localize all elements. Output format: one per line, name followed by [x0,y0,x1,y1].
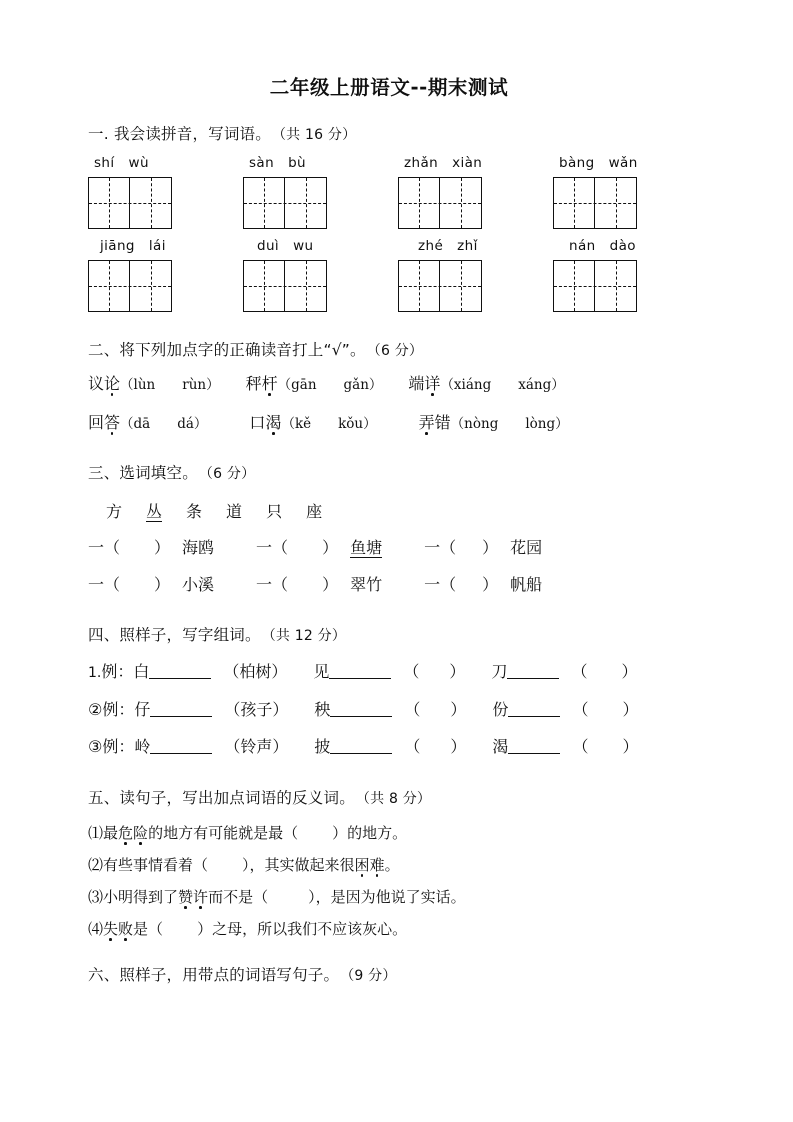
tianzige-box[interactable] [88,260,172,312]
tianzige-cell[interactable] [440,261,481,311]
row-number: ② [88,699,103,719]
answer-blank[interactable] [508,738,560,754]
tianzige-box[interactable] [398,260,482,312]
pinyin-cell-group [243,237,398,312]
pinyin-syllable: bù [288,155,306,171]
pronunciation-options[interactable]: （lùn rùn） [120,377,220,393]
measure-blank-close: ） [154,574,171,594]
answer-blank[interactable] [150,738,212,754]
tianzige-box[interactable] [243,260,327,312]
pinyin-syllable: shí [94,155,115,171]
section-1-heading [88,122,708,144]
section-3-points: （6 分） [205,466,256,482]
measure-blank-open: 一（ [424,574,457,594]
tianzige-cell[interactable] [440,178,481,228]
pinyin-syllable: lái [148,238,166,254]
word-build-row [88,663,708,681]
tianzige-cell[interactable] [399,261,440,311]
dotted-char: 困 [354,855,370,874]
antonym-sentence [88,855,708,874]
pinyin-label [88,237,243,256]
measure-word-row [88,574,708,594]
answer-blank[interactable] [508,701,560,717]
tianzige-cell[interactable] [89,261,130,311]
pronunciation-options[interactable]: （gān gǎn） [277,377,383,393]
target-char: 渴 [492,737,509,756]
example-lead: 例：白 [101,662,150,681]
example-word: （柏树） [223,662,288,681]
answer-blank[interactable] [330,701,392,717]
page-title: 二年级上册语文--期末测试 [269,76,509,99]
example-word: （铃声） [224,737,289,756]
section-4-heading [88,623,708,645]
pinyin-syllable: xiàn [452,155,483,171]
answer-paren[interactable]: （ ） [404,699,467,719]
word-bank-item[interactable]: 只 [266,502,283,521]
dotted-char: 赞 [178,887,194,906]
section-3-heading [88,461,708,483]
measure-noun: 帆船 [510,574,543,594]
pinyin-syllable: jiāng [100,238,135,254]
pinyin-label [398,154,553,173]
tianzige-box[interactable] [243,177,327,229]
pinyin-syllable: duì [257,238,280,254]
sentence-text: ），其实做起来很 [242,855,355,874]
target-char: 刀 [491,662,508,681]
sentence-text: 而不是（ [208,887,269,906]
word-part: 错 [434,412,451,432]
pinyin-cell-group [553,237,708,312]
section-6-points: （9 分） [347,967,397,984]
answer-paren[interactable]: （ ） [403,662,466,681]
tianzige-box[interactable] [553,177,637,229]
answer-blank[interactable] [507,663,559,679]
word-bank [88,499,708,522]
dotted-char: 难 [369,855,385,874]
pinyin-syllable: dào [609,238,636,254]
section-4 [88,623,708,756]
section-3-heading-text: 三、选词填空。 [88,464,198,482]
pinyin-cell-group [398,237,553,312]
dotted-char: 失 [103,919,119,938]
measure-blank-open: 一（ [88,538,121,557]
pinyin-label [398,237,553,256]
sentence-number: ⑴ [88,823,104,842]
row-number: ③ [88,737,103,756]
example-word: （孩子） [224,699,289,719]
dotted-char: 险 [133,823,149,842]
pinyin-syllable: zhǎn [404,155,439,171]
tianzige-box[interactable] [553,260,637,312]
target-char: 见 [313,662,330,681]
pinyin-label [553,237,708,256]
answer-blank[interactable] [329,663,391,679]
section-6-heading-text: 六、照样子，用带点的词语写句子。 [88,965,340,984]
measure-noun: 小溪 [182,574,215,594]
measure-blank-close: ） [322,574,339,594]
section-4-points: （共 12 分） [268,628,347,644]
measure-blank-close: ） [322,538,339,557]
target-char: 份 [492,699,509,719]
pronunciation-options[interactable]: （xiáng xáng） [440,377,565,393]
dotted-char: 败 [118,919,134,938]
pronunciation-row [88,376,708,393]
pinyin-row [88,154,708,229]
antonym-sentence [88,823,708,842]
sentence-text: 。 [384,855,400,874]
sentence-text: 是（ [133,919,164,938]
target-char: 披 [314,737,331,756]
word-part: 端 [408,374,425,393]
tianzige-cell[interactable] [285,178,326,228]
page-content [88,72,708,1005]
answer-paren[interactable]: （ ） [404,737,467,756]
target-char: 秧 [314,699,331,719]
pinyin-cell-group [553,154,708,229]
tianzige-cell[interactable] [554,178,595,228]
pronunciation-options[interactable]: （kě kǒu） [281,415,377,432]
sentence-number: ⑵ [88,855,104,874]
dotted-word [355,856,385,874]
measure-blank-close: ） [482,538,499,557]
answer-blank[interactable] [149,663,211,679]
section-4-heading-text: 四、照样子，写字组词。 [88,626,261,644]
row-number: 1. [88,665,102,681]
pinyin-syllable: wu [293,238,314,254]
measure-blank-open: 一（ [88,574,121,594]
dotted-char: 详 [424,374,441,393]
word-part: 秤 [245,374,262,393]
measure-blank-close: ） [482,574,499,594]
tianzige-cell[interactable] [130,261,171,311]
pinyin-label [243,154,398,173]
example-lead: 例：仔 [102,699,151,719]
pinyin-syllable: nán [569,238,596,254]
measure-noun: 花园 [510,538,543,557]
dotted-char: 杆 [261,374,278,393]
tianzige-cell[interactable] [89,178,130,228]
section-1-points: （共 16 分） [278,127,357,143]
answer-paren[interactable]: （ ） [572,737,639,756]
pronunciation-options[interactable]: （dā dá） [120,415,208,432]
pinyin-syllable: bàng [559,155,595,171]
sentence-text: ），是因为他说了实话。 [308,887,466,906]
word-part: 议 [88,374,105,393]
word-bank-item[interactable]: 方 [106,502,123,521]
pinyin-syllable: zhǐ [457,238,478,254]
tianzige-box[interactable] [398,177,482,229]
section-1-heading-text: 一. 我会读拼音，写词语。 [88,125,271,143]
pinyin-syllable: wǎn [608,155,638,171]
measure-noun: 海鸥 [182,538,215,557]
pinyin-syllable: sàn [249,155,275,171]
tianzige-box[interactable] [88,177,172,229]
tianzige-cell[interactable] [399,178,440,228]
word-bank-item[interactable]: 道 [226,502,243,521]
tianzige-cell[interactable] [554,261,595,311]
word-part: 回 [88,412,105,432]
pronunciation-row [88,412,708,432]
sentence-text: 的地方有可能就是最（ [148,823,299,842]
dotted-char: 渴 [265,412,282,432]
answer-blank[interactable] [150,701,212,717]
pronunciation-options[interactable]: （nòng lòng） [450,415,569,432]
answer-paren[interactable]: （ ） [572,699,639,719]
section-5-heading [88,786,708,808]
section-5 [88,786,708,937]
word-build-row [88,701,708,719]
dotted-word [118,824,148,842]
answer-blank[interactable] [330,738,392,754]
sentence-text: 有些事情看着（ [103,855,209,874]
measure-blank-open: 一（ [256,574,289,594]
pinyin-label [243,237,398,256]
answer-paren[interactable]: （ ） [571,662,638,681]
dotted-char: 许 [193,887,209,906]
pinyin-row [88,237,708,312]
measure-blank-close: ） [154,538,171,557]
section-2-heading [88,338,708,360]
pinyin-syllable: wù [128,155,149,171]
tianzige-cell[interactable] [595,261,636,311]
dotted-char: 答 [104,412,121,432]
section-6 [88,963,708,985]
pinyin-syllable: zhé [418,238,444,254]
tianzige-cell[interactable] [595,178,636,228]
section-2-points: （6 分） [373,343,424,359]
measure-word-row [88,540,708,557]
pinyin-label [553,154,708,173]
antonym-sentence [88,919,708,938]
sentence-text: ）的地方。 [332,823,408,842]
tianzige-cell[interactable] [285,261,326,311]
pinyin-label [88,154,243,173]
section-1 [88,122,708,312]
dotted-word [103,920,133,938]
section-3 [88,461,708,593]
word-bank-item[interactable]: 座 [306,502,323,521]
section-6-heading [88,963,708,985]
word-bank-item[interactable]: 条 [186,502,203,521]
section-5-heading-text: 五、读句子，写出加点词语的反义词。 [88,788,355,807]
word-bank-item[interactable]: 丛 [146,502,163,521]
word-part: 口 [249,412,266,432]
tianzige-cell[interactable] [130,178,171,228]
section-2-heading-text: 二、将下列加点字的正确读音打上“√”。 [88,341,366,359]
antonym-sentence [88,887,708,906]
sentence-number: ⑶ [88,887,104,906]
word-build-row [88,738,708,756]
dotted-word [178,888,208,906]
section-2 [88,338,708,431]
pinyin-writing-grid [88,154,708,312]
section-5-points: （共 8 分） [362,790,432,807]
dotted-char: 论 [104,374,121,393]
example-lead: 例：岭 [102,737,151,756]
dotted-char: 危 [118,823,134,842]
pinyin-cell-group [88,237,243,312]
dotted-char: 弄 [418,412,435,432]
measure-blank-open: 一（ [424,538,457,557]
sentence-number: ⑷ [88,919,104,938]
pinyin-cell-group [398,154,553,229]
pinyin-cell-group [88,154,243,229]
sentence-text: 小明得到了 [103,887,179,906]
pinyin-cell-group [243,154,398,229]
sentence-text: 最 [103,823,119,842]
sentence-text: ）之母，所以我们不应该灰心。 [197,919,408,938]
measure-blank-open: 一（ [256,538,289,557]
measure-noun: 翠竹 [350,574,383,594]
measure-noun: 鱼塘 [350,538,383,557]
tianzige-cell[interactable] [244,261,285,311]
tianzige-cell[interactable] [244,178,285,228]
